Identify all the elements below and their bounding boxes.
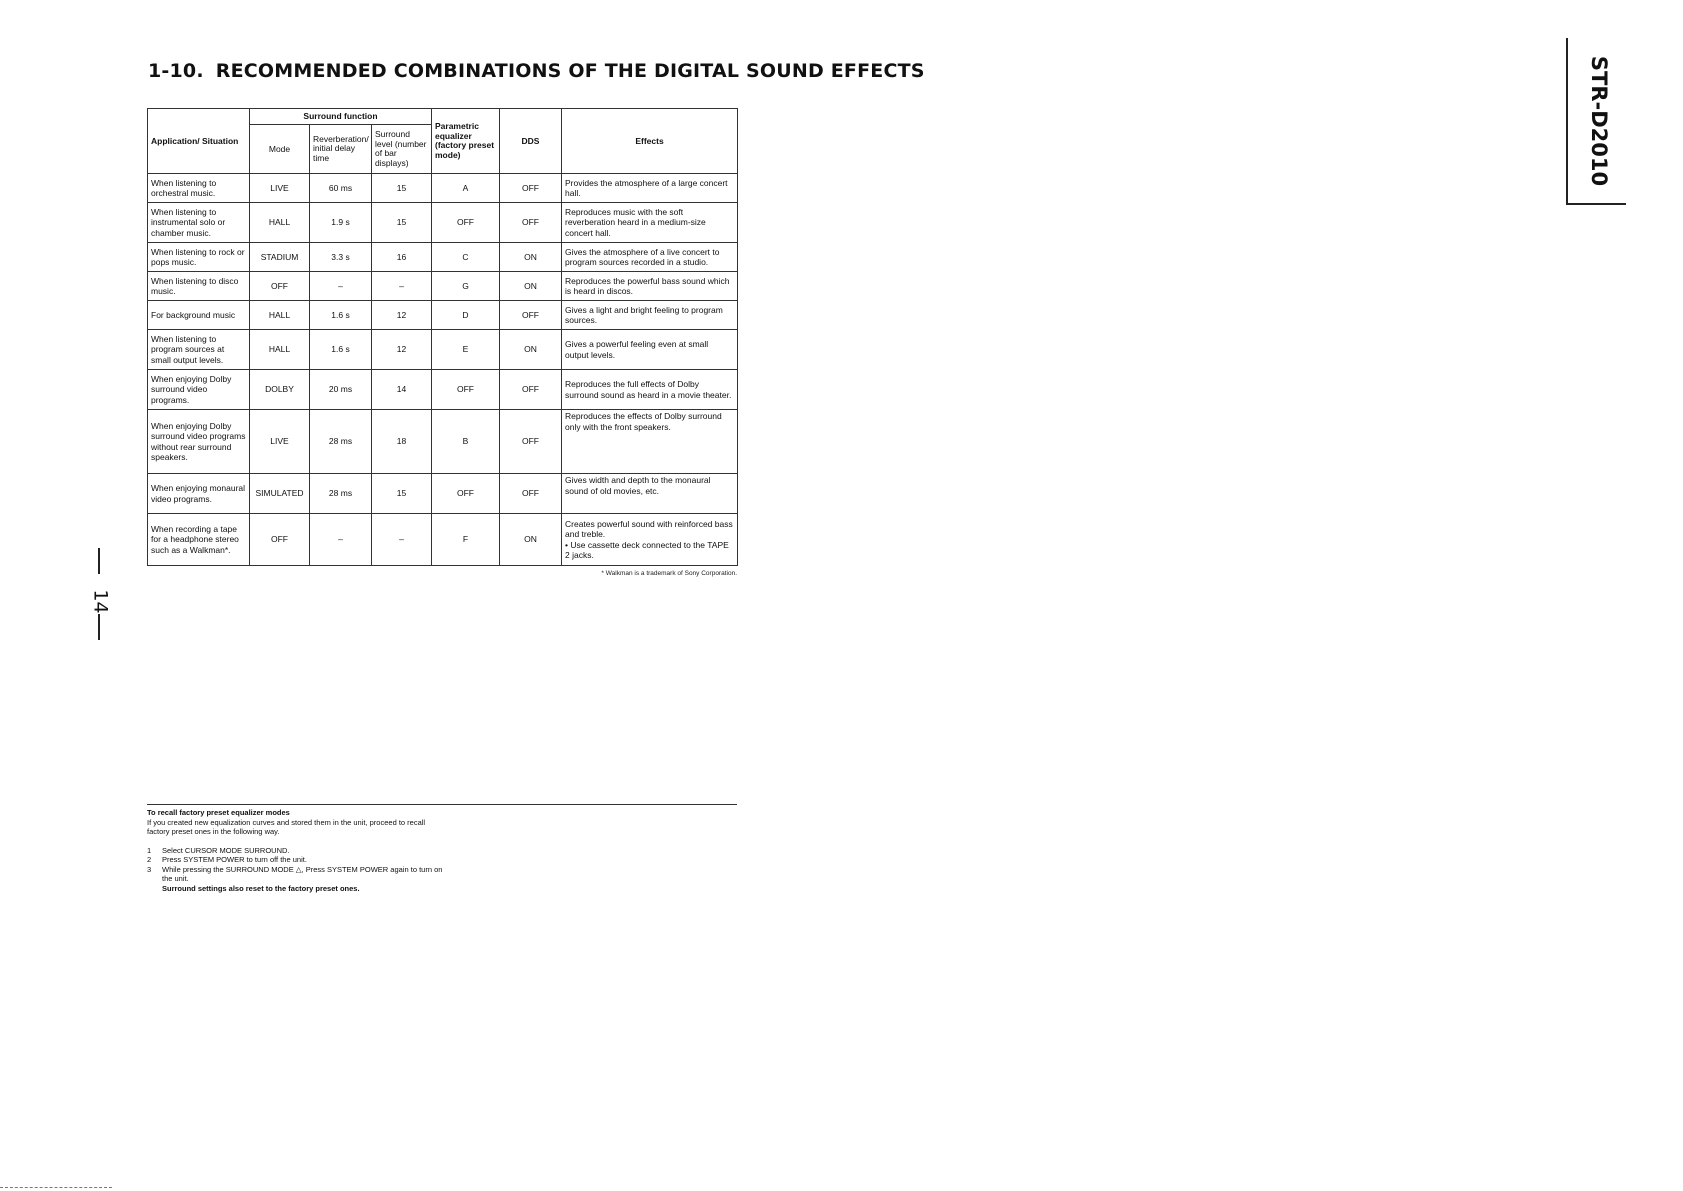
section-number: 1-10. — [148, 60, 204, 82]
cell-application: When listening to orchestral music. — [148, 174, 250, 203]
cell-application: When listening to program sources at small output levels. — [148, 330, 250, 370]
cell-reverb: – — [310, 514, 372, 566]
cell-dds: OFF — [500, 370, 562, 410]
cell-effect: Reproduces the powerful bass sound which is heard in discos. — [562, 272, 738, 301]
header-surround-function: Surround function — [250, 109, 432, 125]
recall-final-note: Surround settings also reset to the factory preset ones. — [162, 883, 360, 893]
cell-level: 14 — [372, 370, 432, 410]
cell-dds: ON — [500, 514, 562, 566]
cell-level: 16 — [372, 243, 432, 272]
cell-mode: HALL — [250, 203, 310, 243]
model-tab-border-bottom — [1566, 203, 1626, 205]
cell-level: 15 — [372, 174, 432, 203]
page-number-label: 14 — [89, 589, 112, 614]
cell-equalizer: OFF — [432, 203, 500, 243]
table-row — [148, 203, 738, 243]
cell-mode: SIMULATED — [250, 474, 310, 514]
model-name: STR-D2010 — [1587, 55, 1611, 187]
cell-mode: DOLBY — [250, 370, 310, 410]
cell-equalizer: B — [432, 410, 500, 474]
cell-level: – — [372, 514, 432, 566]
cell-level: 18 — [372, 410, 432, 474]
cell-dds: OFF — [500, 474, 562, 514]
section-title-text: RECOMMENDED COMBINATIONS OF THE DIGITAL SOUND EFFECTS — [215, 60, 925, 82]
cell-dds: ON — [500, 330, 562, 370]
table-body — [148, 174, 738, 566]
table-row — [148, 330, 738, 370]
cell-equalizer: OFF — [432, 370, 500, 410]
cell-reverb: – — [310, 272, 372, 301]
recall-heading: To recall factory preset equalizer modes — [147, 808, 290, 817]
table-header — [148, 109, 738, 174]
cell-application: When enjoying monaural video programs. — [148, 474, 250, 514]
recall-steps — [147, 846, 447, 884]
step-number: 2 — [147, 855, 152, 864]
cell-level: – — [372, 272, 432, 301]
header-dds: DDS — [500, 109, 562, 174]
cell-application: When recording a tape for a headphone stereo such as a Walkman*. — [148, 514, 250, 566]
cell-mode: HALL — [250, 330, 310, 370]
cell-equalizer: F — [432, 514, 500, 566]
cell-dds: OFF — [500, 203, 562, 243]
effect-text: Creates powerful sound with reinforced bass and treble. — [565, 518, 733, 539]
cell-effect: Gives width and depth to the monaural sound of old movies, etc. — [562, 474, 738, 514]
cell-reverb: 28 ms — [310, 410, 372, 474]
model-tab — [1566, 38, 1626, 204]
step-text: Select CURSOR MODE SURROUND. — [162, 845, 290, 855]
cell-reverb: 3.3 s — [310, 243, 372, 272]
cell-mode: OFF — [250, 272, 310, 301]
cell-reverb: 28 ms — [310, 474, 372, 514]
table-row — [148, 474, 738, 514]
model-tab-border-left — [1566, 38, 1568, 204]
cell-effect: Gives the atmosphere of a live concert to program sources recorded in a studio. — [562, 243, 738, 272]
step-number: 1 — [147, 845, 152, 855]
table-row — [148, 174, 738, 203]
recall-step — [147, 865, 447, 884]
cell-reverb: 1.6 s — [310, 301, 372, 330]
cell-application: When listening to instrumental solo or chamber music. — [148, 203, 250, 243]
cell-effect: Reproduces the full effects of Dolby surround sound as heard in a movie theater. — [562, 370, 738, 410]
cell-mode: LIVE — [250, 174, 310, 203]
step-text: Press SYSTEM POWER to turn off the unit. — [162, 855, 307, 864]
cell-effect: Gives a powerful feeling even at small output levels. — [562, 330, 738, 370]
cell-reverb: 20 ms — [310, 370, 372, 410]
cell-level: 12 — [372, 330, 432, 370]
cell-level: 15 — [372, 474, 432, 514]
cell-dds: OFF — [500, 410, 562, 474]
header-reverberation: Reverberation/ initial delay time — [310, 125, 372, 174]
step-number: 3 — [147, 864, 152, 874]
recall-step — [147, 855, 447, 865]
sound-effects-table — [147, 108, 738, 566]
cell-effect — [562, 514, 738, 566]
cell-reverb: 1.6 s — [310, 330, 372, 370]
cell-effect: Reproduces the effects of Dolby surround only with the front speakers. — [562, 410, 738, 474]
trademark-footnote: * Walkman is a trademark of Sony Corporation. — [601, 570, 737, 577]
page-number-bar-top — [98, 548, 100, 574]
table-row — [148, 301, 738, 330]
cell-dds: OFF — [500, 301, 562, 330]
cell-equalizer: A — [432, 174, 500, 203]
header-application: Application/ Situation — [148, 109, 250, 174]
cell-dds: ON — [500, 272, 562, 301]
page-number-bar-bottom — [98, 614, 100, 640]
header-surround-level: Surround level (number of bar displays) — [372, 125, 432, 174]
cell-equalizer: OFF — [432, 474, 500, 514]
recall-step — [147, 846, 447, 856]
header-parametric-equalizer: Parametric equalizer (factory preset mode) — [432, 109, 500, 174]
cell-reverb: 60 ms — [310, 174, 372, 203]
cell-level: 15 — [372, 203, 432, 243]
cell-level: 12 — [372, 301, 432, 330]
cell-equalizer: E — [432, 330, 500, 370]
step-text: While pressing the SURROUND MODE △, Press SYSTEM POWER again to turn on the unit. — [162, 864, 443, 883]
cell-mode: OFF — [250, 514, 310, 566]
cell-dds: ON — [500, 243, 562, 272]
table-row — [148, 370, 738, 410]
effect-note: • Use cassette deck connected to the TAPE 2 jacks. — [565, 539, 729, 560]
bottom-edge-line — [0, 1187, 112, 1188]
table-row — [148, 514, 738, 566]
cell-effect: Reproduces music with the soft reverberation heard in a medium-size concert hall. — [562, 203, 738, 243]
cell-application: When listening to disco music. — [148, 272, 250, 301]
cell-application: When enjoying Dolby surround video programs without rear surround speakers. — [148, 410, 250, 474]
cell-application: For background music — [148, 301, 250, 330]
page-number — [80, 548, 120, 638]
cell-mode: STADIUM — [250, 243, 310, 272]
table-row — [148, 243, 738, 272]
cell-effect: Gives a light and bright feeling to program sources. — [562, 301, 738, 330]
cell-mode: LIVE — [250, 410, 310, 474]
table-row — [148, 410, 738, 474]
header-mode: Mode — [250, 125, 310, 174]
header-effects: Effects — [562, 109, 738, 174]
recall-instructions — [147, 808, 447, 893]
cell-mode: HALL — [250, 301, 310, 330]
page-title — [148, 60, 925, 82]
table-row — [148, 272, 738, 301]
cell-equalizer: G — [432, 272, 500, 301]
section-divider — [147, 804, 737, 805]
cell-effect: Provides the atmosphere of a large concert hall. — [562, 174, 738, 203]
cell-application: When listening to rock or pops music. — [148, 243, 250, 272]
cell-equalizer: C — [432, 243, 500, 272]
cell-reverb: 1.9 s — [310, 203, 372, 243]
cell-equalizer: D — [432, 301, 500, 330]
recall-intro: If you created new equalization curves and stored them in the unit, proceed to recall factory preset ones in the following way. — [147, 817, 426, 836]
cell-application: When enjoying Dolby surround video programs. — [148, 370, 250, 410]
cell-dds: OFF — [500, 174, 562, 203]
